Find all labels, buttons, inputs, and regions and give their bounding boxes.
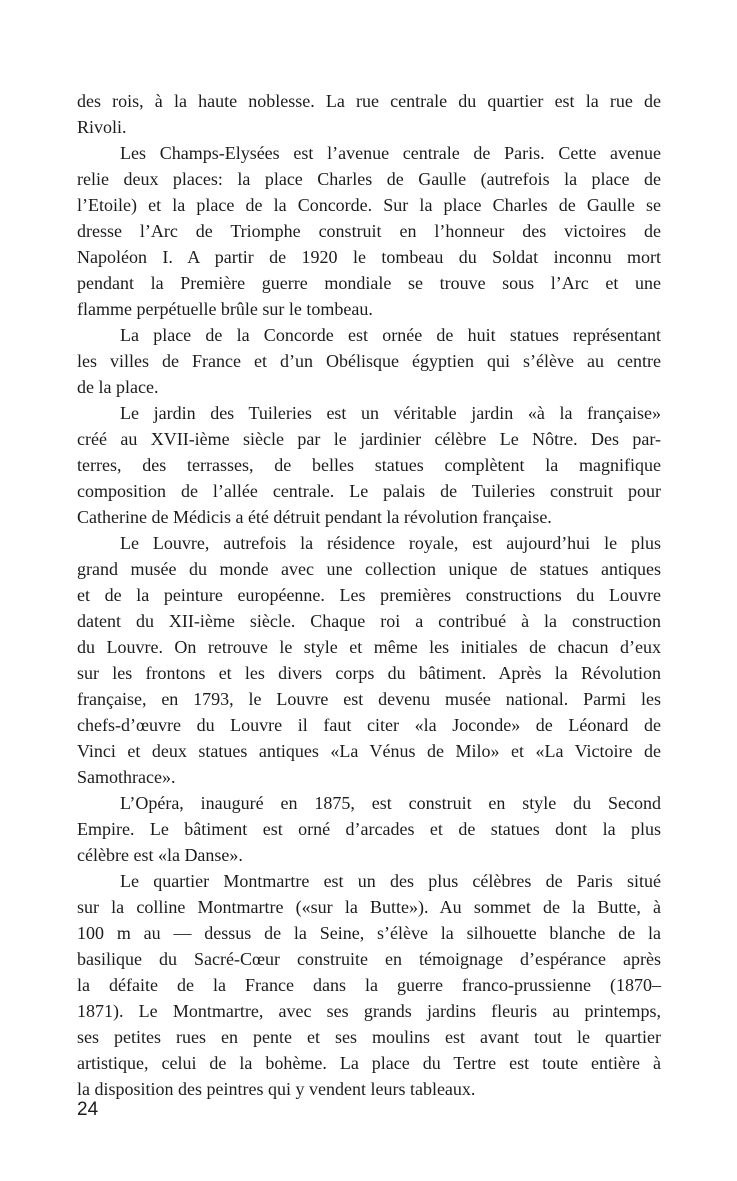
text-line: célèbre est «la Danse».: [77, 845, 243, 865]
text-line: Le Louvre, autrefois la résidence royale, est aujourd’hui le plus: [120, 533, 661, 553]
text-line: et de la peinture européenne. Les premières constructions du Louvre: [77, 585, 661, 605]
text-line: l’Etoile) et la place de la Concorde. Sur la place Charles de Gaulle se: [77, 195, 661, 215]
text-line: Napoléon I. A partir de 1920 le tombeau du Soldat inconnu mort: [77, 247, 661, 267]
text-line: 1871). Le Montmartre, avec ses grands jardins fleuris au printemps,: [77, 1001, 661, 1021]
paragraph: [77, 530, 661, 790]
text-line: basilique du Sacré-Cœur construite en témoignage d’espérance après: [77, 949, 661, 969]
paragraph: [77, 88, 661, 140]
page-number: 24: [77, 1099, 99, 1120]
text-line: composition de l’allée centrale. Le palais de Tuileries construit pour: [77, 481, 661, 501]
text-line: Samothrace».: [77, 767, 176, 787]
text-line: terres, des terrasses, de belles statues complètent la magnifique: [77, 455, 661, 475]
paragraph: [77, 140, 661, 322]
body-text: [77, 88, 661, 1102]
text-line: artistique, celui de la bohème. La place du Tertre est toute entière à: [77, 1053, 661, 1073]
text-line: Vinci et deux statues antiques «La Vénus de Milo» et «La Victoire de: [77, 741, 661, 761]
text-line: de la place.: [77, 377, 159, 397]
text-line: chefs-d’œuvre du Louvre il faut citer «la Joconde» de Léonard de: [77, 715, 661, 735]
text-line: ses petites rues en pente et ses moulins est avant tout le quartier: [77, 1027, 661, 1047]
text-line: les villes de France et d’un Obélisque égyptien qui s’élève au centre: [77, 351, 661, 371]
text-line: des rois, à la haute noblesse. La rue centrale du quartier est la rue de: [77, 91, 661, 111]
paragraph: [77, 790, 661, 868]
paragraph: [77, 322, 661, 400]
text-line: créé au XVII-ième siècle par le jardinier célèbre Le Nôtre. Des par-: [77, 429, 661, 449]
text-line: pendant la Première guerre mondiale se trouve sous l’Arc et une: [77, 273, 661, 293]
text-line: Les Champs-Elysées est l’avenue centrale de Paris. Cette avenue: [120, 143, 661, 163]
text-line: datent du XII-ième siècle. Chaque roi a contribué à la construction: [77, 611, 661, 631]
text-line: relie deux places: la place Charles de Gaulle (autrefois la place de: [77, 169, 661, 189]
text-line: flamme perpétuelle brûle sur le tombeau.: [77, 299, 373, 319]
text-line: Rivoli.: [77, 117, 127, 137]
text-line: Catherine de Médicis a été détruit pendant la révolution française.: [77, 507, 552, 527]
text-line: Le quartier Montmartre est un des plus célèbres de Paris situé: [120, 871, 661, 891]
text-line: sur la colline Montmartre («sur la Butte»). Au sommet de la Butte, à: [77, 897, 661, 917]
text-line: du Louvre. On retrouve le style et même les initiales de chacun d’eux: [77, 637, 661, 657]
text-line: la défaite de la France dans la guerre franco-prussienne (1870–: [77, 975, 661, 995]
text-line: française, en 1793, le Louvre est devenu musée national. Parmi les: [77, 689, 661, 709]
text-line: grand musée du monde avec une collection unique de statues antiques: [77, 559, 661, 579]
text-line: 100 m au — dessus de la Seine, s’élève la silhouette blanche de la: [77, 923, 661, 943]
text-line: Empire. Le bâtiment est orné d’arcades et de statues dont la plus: [77, 819, 661, 839]
text-line: Le jardin des Tuileries est un véritable jardin «à la française»: [120, 403, 661, 423]
text-line: dresse l’Arc de Triomphe construit en l’honneur des victoires de: [77, 221, 661, 241]
text-line: sur les frontons et les divers corps du bâtiment. Après la Révolution: [77, 663, 661, 683]
paragraph: [77, 400, 661, 530]
paragraph: [77, 868, 661, 1102]
text-line: la disposition des peintres qui y vendent leurs tableaux.: [77, 1079, 476, 1099]
text-line: L’Opéra, inauguré en 1875, est construit en style du Second: [120, 793, 661, 813]
text-line: La place de la Concorde est ornée de huit statues représentant: [120, 325, 661, 345]
